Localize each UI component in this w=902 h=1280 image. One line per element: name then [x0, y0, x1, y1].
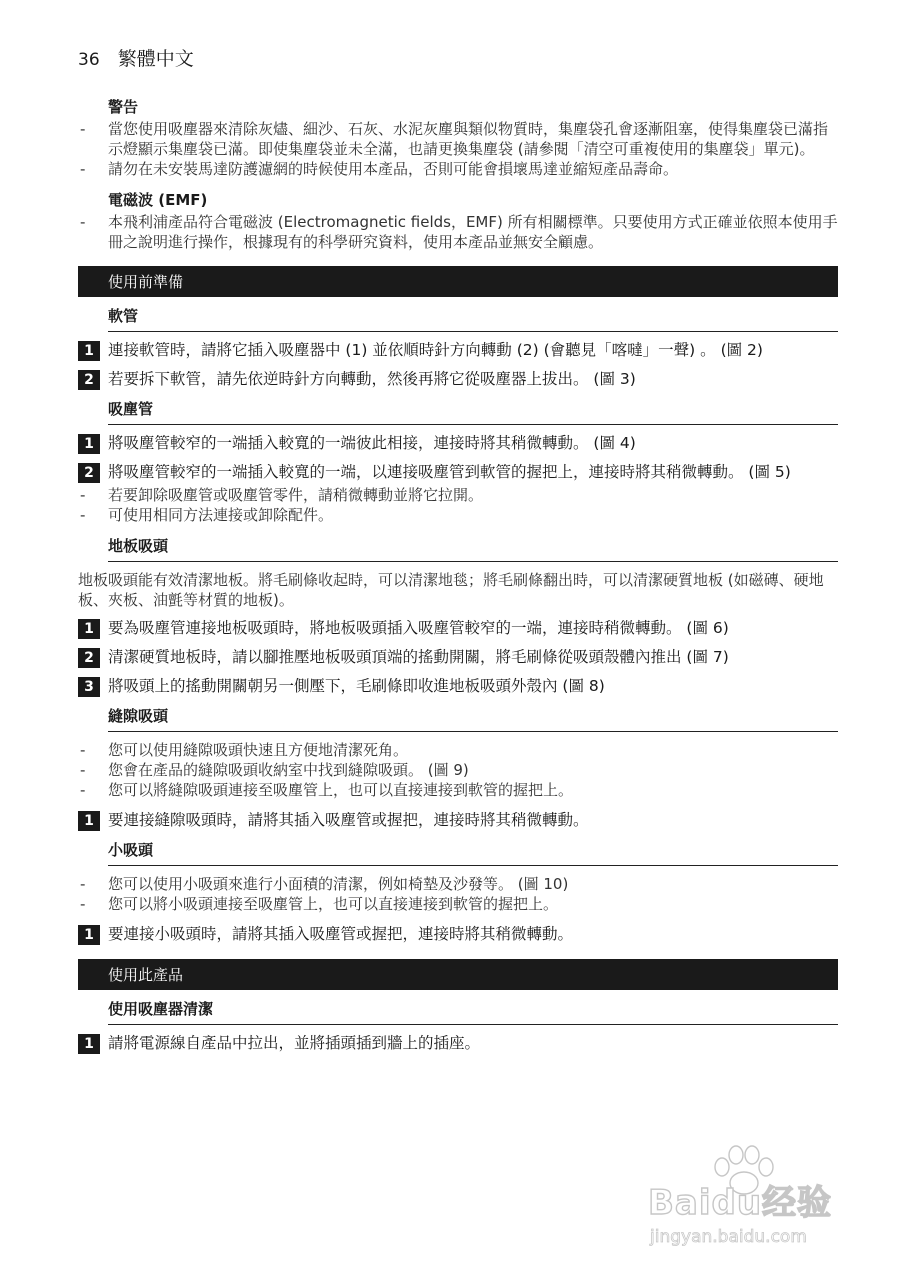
language-label: 繁體中文 [117, 48, 194, 70]
emf-title: 電磁波 (EMF) [108, 191, 208, 209]
step-number-badge: 1 [78, 811, 100, 831]
emf-bullets [78, 212, 838, 252]
warning-title: 警告 [108, 98, 139, 116]
step-text: 清潔硬質地板時，請以腳推壓地板吸頭頂端的搖動開關，將毛刷條從吸頭殼體內推出 (圖 7) [108, 648, 729, 666]
cleaning-title: 使用吸塵器清潔 [108, 998, 838, 1025]
floor-title: 地板吸頭 [108, 535, 838, 562]
step-text: 連接軟管時，請將它插入吸塵器中 (1) 並依順時針方向轉動 (2) (會聽見「喀噠」一聲) 。 (圖 2) [108, 341, 763, 359]
page-header [78, 44, 194, 71]
watermark-logo: Baidu经验 [648, 1183, 833, 1223]
hose-title: 軟管 [108, 305, 838, 332]
list-item: - 您可以將小吸頭連接至吸塵管上，也可以直接連接到軟管的握把上。 [78, 894, 838, 914]
section-bar-use: 使用此產品 [78, 959, 838, 990]
list-item: - 您可以使用縫隙吸頭快速且方便地清潔死角。 [78, 740, 838, 760]
list-item: - 您會在產品的縫隙吸頭收納室中找到縫隙吸頭。 (圖 9) [78, 760, 838, 780]
step-number-badge: 1 [78, 619, 100, 639]
step-item [78, 618, 838, 639]
baidu-watermark [648, 1145, 848, 1275]
page-content [78, 96, 838, 1062]
step-number-badge: 1 [78, 434, 100, 454]
step-text: 將吸頭上的搖動開關朝另一側壓下，毛刷條即收進地板吸頭外殼內 (圖 8) [108, 677, 605, 695]
step-text: 要連接縫隙吸頭時，請將其插入吸塵管或握把，連接時將其稍微轉動。 [108, 811, 589, 829]
step-item [78, 340, 838, 361]
step-item [78, 433, 838, 454]
page-number: 36 [78, 50, 100, 70]
list-item: - 當您使用吸塵器來清除灰燼、細沙、石灰、水泥灰塵與類似物質時，集塵袋孔會逐漸阻塞，使得集塵袋已滿指示燈顯示集塵袋已滿。即使集塵袋並未全滿，也請更換集塵袋 (請參閱「清空可重複使用的集塵袋」單元)。 [78, 119, 838, 159]
step-text: 請將電源線自產品中拉出，並將插頭插到牆上的插座。 [108, 1034, 481, 1052]
small-title: 小吸頭 [108, 839, 838, 866]
section-bar-prep: 使用前準備 [78, 266, 838, 297]
tube-bullets [78, 485, 838, 525]
step-number-badge: 2 [78, 463, 100, 483]
list-item: - 您可以將縫隙吸頭連接至吸塵管上，也可以直接連接到軟管的握把上。 [78, 780, 838, 800]
watermark-url: jingyan.baidu.com [650, 1227, 807, 1247]
step-text: 若要拆下軟管，請先依逆時針方向轉動，然後再將它從吸塵器上拔出。 (圖 3) [108, 370, 636, 388]
small-bullets [78, 874, 838, 914]
step-number-badge: 1 [78, 1034, 100, 1054]
tube-title: 吸塵管 [108, 398, 838, 425]
list-item: - 本飛利浦產品符合電磁波 (Electromagnetic fields，EMF) 所有相關標準。只要使用方式正確並依照本使用手冊之說明進行操作，根據現有的科學研究資料，使用本產品並無安全顧慮。 [78, 212, 838, 252]
step-item [78, 369, 838, 390]
crevice-bullets [78, 740, 838, 800]
step-number-badge: 1 [78, 925, 100, 945]
list-item: - 您可以使用小吸頭來進行小面積的清潔，例如椅墊及沙發等。 (圖 10) [78, 874, 838, 894]
crevice-title: 縫隙吸頭 [108, 705, 838, 732]
step-item [78, 676, 838, 697]
list-item: - 可使用相同方法連接或卸除配件。 [78, 505, 838, 525]
step-item [78, 1033, 838, 1054]
list-item: - 請勿在未安裝馬達防護濾網的時候使用本產品，否則可能會損壞馬達並縮短產品壽命。 [78, 159, 838, 179]
step-number-badge: 2 [78, 370, 100, 390]
step-number-badge: 2 [78, 648, 100, 668]
step-text: 將吸塵管較窄的一端插入較寬的一端彼此相接，連接時將其稍微轉動。 (圖 4) [108, 434, 636, 452]
step-text: 將吸塵管較窄的一端插入較寬的一端，以連接吸塵管到軟管的握把上，連接時將其稍微轉動。 (圖 5) [108, 463, 791, 481]
step-item [78, 462, 838, 483]
warning-bullets [78, 119, 838, 179]
step-text: 要為吸塵管連接地板吸頭時，將地板吸頭插入吸塵管較窄的一端，連接時稍微轉動。 (圖 6) [108, 619, 729, 637]
list-item: - 若要卸除吸塵管或吸塵管零件，請稍微轉動並將它拉開。 [78, 485, 838, 505]
step-item [78, 924, 838, 945]
step-item [78, 647, 838, 668]
step-text: 要連接小吸頭時，請將其插入吸塵管或握把，連接時將其稍微轉動。 [108, 925, 574, 943]
step-number-badge: 1 [78, 341, 100, 361]
step-number-badge: 3 [78, 677, 100, 697]
floor-intro: 地板吸頭能有效清潔地板。將毛刷條收起時，可以清潔地毯；將毛刷條翻出時，可以清潔硬質地板 (如磁磚、硬地板、夾板、油氈等材質的地板)。 [78, 571, 824, 609]
step-item [78, 810, 838, 831]
